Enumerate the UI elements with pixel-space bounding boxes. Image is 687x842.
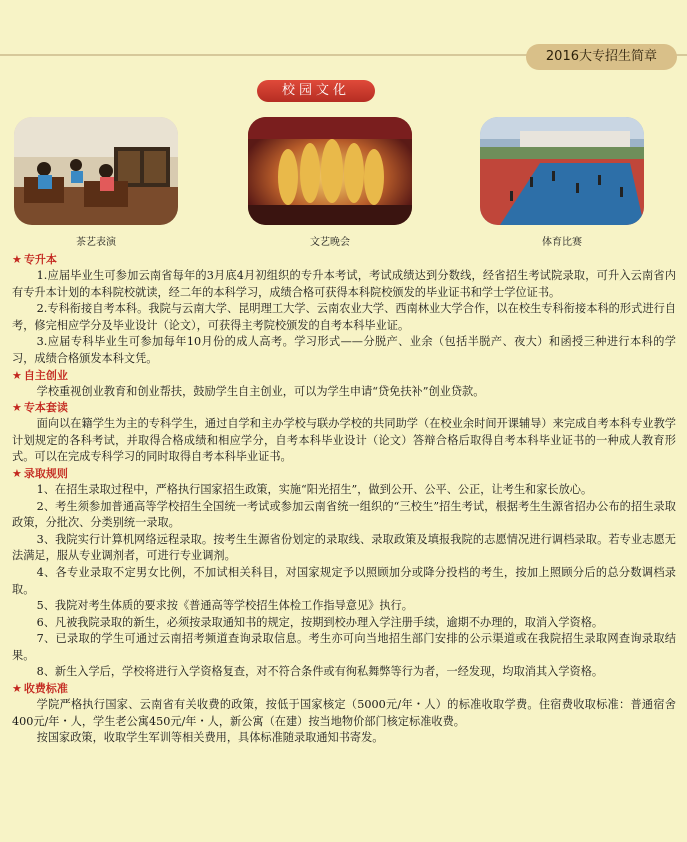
paragraph: 1、在招生录取过程中，严格执行国家招生政策，实施“阳光招生”，做到公开、公平、公正，让考生和家长放心。: [36, 482, 593, 496]
star-icon: ★: [12, 401, 22, 415]
star-icon: ★: [12, 466, 22, 480]
section-heading: ★ 录取规则: [12, 466, 68, 480]
paragraph: 学院严格执行国家、云南省有关收费的政策，按低于国家核定（5000元/年・人）的标准收取学费。住宿费收取标准：普通宿舍400元/年・人，学生老公寓450元/年・人，新公寓（在建）按当地物价部门核定标准收费。: [12, 698, 676, 728]
section-title: 校园文化: [257, 80, 375, 102]
photo-caption: 文艺晚会: [310, 237, 350, 248]
section-heading: ★ 自主创业: [12, 368, 68, 382]
paragraph: 5、我院对考生体质的要求按《普通高等学校招生体检工作指导意见》执行。: [36, 599, 413, 613]
paragraph: 3、我院实行计算机网络远程录取。按考生生源省份划定的录取线、录取政策及填报我院的志愿情况进行调档录取。若专业志愿无法满足，服从专业调剂者，可进行专业调剂。: [12, 532, 676, 563]
paragraph: 3.应届专科毕业生可参加每年10月份的成人高考。学习形式——分脱产、业余（包括半脱产、夜大）和函授三种进行本科的学习，成绩合格颁发本科文凭。: [12, 335, 676, 365]
paragraph: 面向以在籍学生为主的专科学生，通过自学和主办学校与联办学校的共同助学（在校业余时间开课辅导）来完成自考本科专业教学计划规定的各科考试，并取得合格成绩和相应学分，自考本科毕业设计（论文）答辩合格后取得自考本科毕业证书的一种成人教育形式。可以在完成专科学习的同时取得自考本科毕业证书。: [12, 417, 676, 464]
brochure-title: 2016大专招生简章: [526, 44, 677, 70]
paragraph: 2、考生须参加普通高等学校招生全国统一考试或参加云南省统一组织的“三校生”招生考试，根据考生生源省招办公布的招生录取政策，分批次、分类别统一录取。: [12, 499, 676, 530]
star-icon: ★: [12, 368, 22, 382]
paragraph: 1.应届毕业生可参加云南省每年的3月底4月初组织的专升本考试，考试成绩达到分数线，经省招生考试院录取，可升入云南省内有专升本计划的本科院校就读，经二年的本科学习，成绩合格可获得本科院校颁发的毕业证书和学士学位证书。: [12, 269, 676, 299]
paragraph: 按国家政策，收取学生军训等相关费用，具体标准随录取通知书寄发。: [36, 731, 384, 745]
paragraph: 4、各专业录取不定男女比例，不加试相关科目，对国家规定予以照顾加分或降分投档的考生，按加上照顾分后的总分数调档录取。: [12, 565, 676, 596]
paragraph: 学校重视创业教育和创业帮扶，鼓励学生自主创业，可以为学生申请“贷免扶补”创业贷款。: [36, 384, 485, 398]
section-heading: ★ 收费标准: [12, 682, 68, 696]
paragraph: 8、新生入学后，学校将进行入学资格复查，对不符合条件或有徇私舞弊等行为者，一经发现，均取消其入学资格。: [36, 665, 604, 679]
tea-art-photo: [14, 117, 178, 225]
art-gala-photo: [248, 117, 412, 225]
star-icon: ★: [12, 253, 22, 266]
paragraph: 7、已录取的学生可通过云南招考频道查询录取信息。考生亦可向当地招生部门安排的公示渠道或在我院招生录取网查询录取结果。: [12, 632, 676, 662]
section-heading: ★ 专升本: [12, 253, 57, 266]
photo-caption: 茶艺表演: [76, 237, 116, 248]
paragraph: 2.专科衔接自考本科。我院与云南大学、昆明理工大学、云南农业大学、西南林业大学合作，以在校生专科衔接本科的形式进行自考，修完相应学分及毕业设计（论文），可获得主考院校颁发的自考本科毕业证。: [12, 302, 676, 332]
sports-photo: [480, 117, 644, 225]
paragraph: 6、凡被我院录取的新生，必须按录取通知书的规定，按期到校办理入学注册手续，逾期不办理的，取消入学资格。: [36, 615, 604, 629]
content-area: [12, 252, 676, 747]
photo-caption: 体育比赛: [542, 237, 582, 248]
section-heading: ★ 专本套读: [12, 401, 68, 415]
star-icon: ★: [12, 682, 22, 696]
